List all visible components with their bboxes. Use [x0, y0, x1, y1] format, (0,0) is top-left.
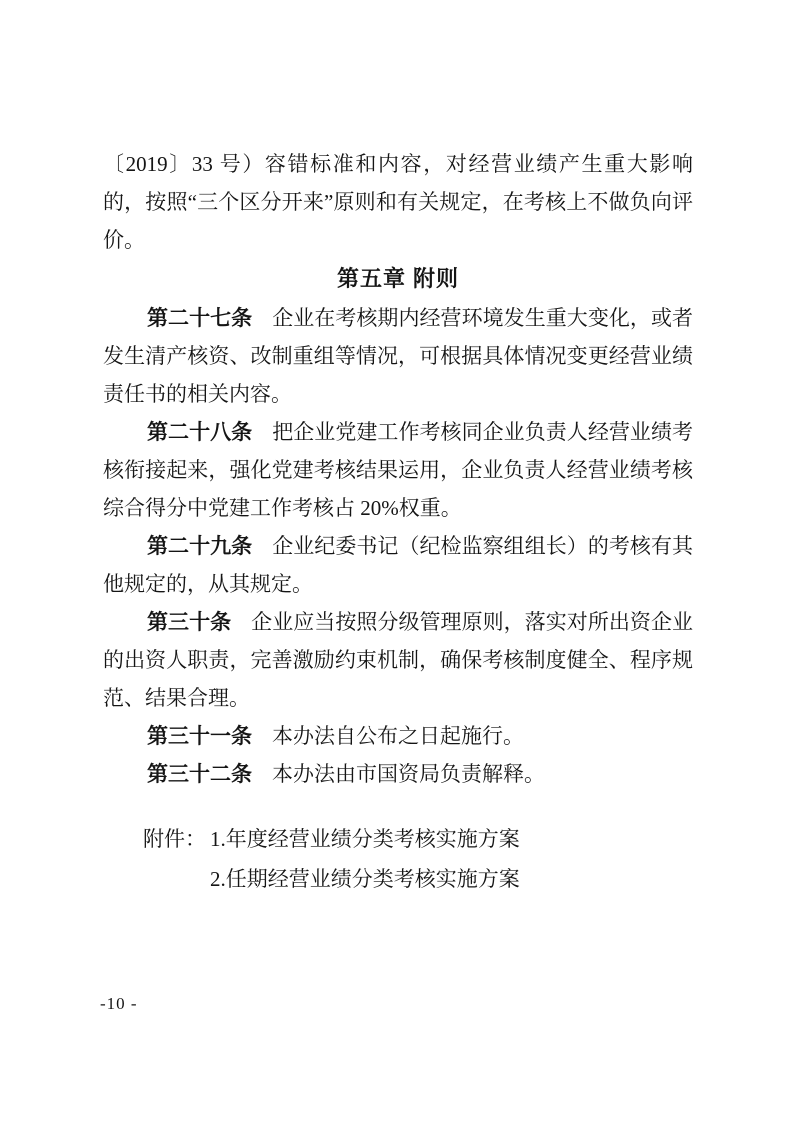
article-29 — [103, 527, 693, 603]
article-31-text: 本办法自公布之日起施行。 — [272, 724, 524, 748]
document-body — [103, 145, 693, 899]
attachments-label: 附件： — [143, 827, 206, 851]
article-27-number: 第二十七条 — [147, 306, 253, 330]
article-28 — [103, 413, 693, 527]
article-32 — [103, 755, 693, 793]
attachment-item-2: 2.任期经营业绩分类考核实施方案 — [210, 867, 520, 891]
article-28-number: 第二十八条 — [147, 420, 253, 444]
chapter-heading: 第五章 附则 — [336, 266, 460, 291]
article-30-number: 第三十条 — [147, 610, 232, 634]
paragraph-continuation: 〔2019〕33 号）容错标准和内容，对经营业绩产生重大影响的，按照“三个区分开来”原则和有关规定，在考核上不做负向评价。 — [103, 152, 693, 252]
article-27 — [103, 299, 693, 413]
attachments-block — [143, 819, 693, 899]
page-number: -10 - — [100, 994, 138, 1013]
attachment-item-1: 1.年度经营业绩分类考核实施方案 — [210, 827, 520, 851]
article-30 — [103, 603, 693, 717]
article-31-number: 第三十一条 — [147, 724, 252, 748]
article-30-text: 企业应当按照分级管理原则，落实对所出资企业的出资人职责，完善激励约束机制，确保考核制度健全、程序规范、结果合理。 — [103, 610, 694, 710]
article-29-number: 第二十九条 — [147, 534, 253, 558]
article-32-number: 第三十二条 — [147, 762, 252, 786]
article-28-text: 把企业党建工作考核同企业负责人经营业绩考核衔接起来，强化党建考核结果运用，企业负责人经营业绩考核综合得分中党建工作考核占 20%权重。 — [103, 420, 694, 520]
attachments-list — [210, 819, 520, 899]
article-29-text: 企业纪委书记（纪检监察组组长）的考核有其他规定的，从其规定。 — [103, 534, 694, 596]
article-32-text: 本办法由市国资局负责解释。 — [272, 762, 545, 786]
article-27-text: 企业在考核期内经营环境发生重大变化，或者发生清产核资、改制重组等情况，可根据具体情况变更经营业绩责任书的相关内容。 — [103, 306, 694, 406]
article-31 — [103, 717, 693, 755]
